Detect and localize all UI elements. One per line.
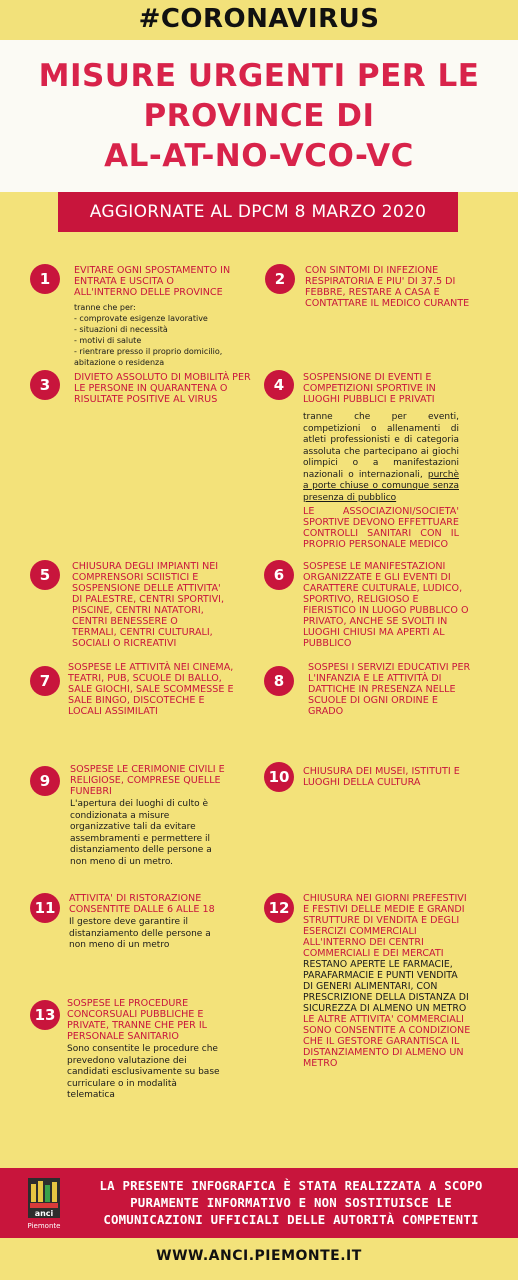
website-link[interactable]: WWW.ANCI.PIEMONTE.IT [156,1248,362,1264]
measure-detail-12: RESTANO APERTE LE FARMACIE, PARAFARMACIE E PUNTI VENDITA DI GENERI ALIMENTARI, CON PRESCRIZIONE DELLA DISTANZA DI SICUREZZA DI ALMENO UN METRO [303,959,469,1014]
measure-detail-1: tranne che per: - comprovate esigenze lavorative - situazioni di necessità - motivi di salute - rientrare presso il proprio domicilio, abitazione o residenza [74,303,223,367]
page-title: MISURE URGENTI PER LE PROVINCE DI AL-AT-NO-VCO-VC [38,58,480,174]
measure-heading-2: CON SINTOMI DI INFEZIONE RESPIRATORIA E PIU' DI 37.5 DI FEBBRE, RESTARE A CASA E CONTATTARE IL MEDICO CURANTE [305,265,470,309]
disclaimer-text: LA PRESENTE INFOGRAFICA È STATA REALIZZATA A SCOPO PURAMENTE INFORMATIVO E NON SOSTITUISCE LE COMUNICAZIONI UFFICIALI DELLE AUTORITÀ COMPETENTI [99,1178,483,1227]
measure-heading-7: SOSPESE LE ATTIVITÀ NEI CINEMA, TEATRI, PUB, SCUOLE DI BALLO, SALE GIOCHI, SALE SCOMMESSE E SALE BINGO, DISCOTECHE E LOCALI ASSIMILATI [68,662,234,717]
number-badge-10: 10 [264,762,294,792]
measure-detail-13: Sono consentite le procedure che prevedono valutazione dei candidati esclusivamente su base curriculare o in modalità telematica [67,1044,220,1100]
measure-heading-6: SOSPESE LE MANIFESTAZIONI ORGANIZZATE E GLI EVENTI DI CARATTERE CULTURALE, LUDICO, SPORTIVO, RELIGIOSO E FIERISTICO IN LUOGO PUBBLICO O PRIVATO, ANCHE SE SVOLTI IN LUOGHI CHIUSI MA APERTI AL PUBBLICO [303,561,469,649]
svg-text:Piemonte: Piemonte [27,1222,61,1230]
number-badge-5: 5 [30,560,60,590]
number-badge-13: 13 [30,1000,60,1030]
measure-detail-4-underlined: purchè a porte chiuse o comunque senza presenza di pubblico [303,469,459,503]
svg-text:anci: anci [34,1209,54,1218]
measure-detail-9: L'apertura dei luoghi di culto è condizionata a misure organizzative tali da evitare assembramenti e permettere il distanziamento delle persone a non meno di un metro. [70,799,212,867]
measure-heading-1: EVITARE OGNI SPOSTAMENTO IN ENTRATA E USCITA O ALL'INTERNO DELLE PROVINCE [74,265,231,298]
measure-heading-13: SOSPESE LE PROCEDURE CONCORSUALI PUBBLICHE E PRIVATE, TRANNE CHE PER IL PERSONALE SANITARIO [67,998,207,1042]
number-badge-12: 12 [264,893,294,923]
number-badge-2: 2 [265,264,295,294]
measure-heading-10: CHIUSURA DEI MUSEI, ISTITUTI E LUOGHI DELLA CULTURA [303,766,460,788]
measure-heading-3: DIVIETO ASSOLUTO DI MOBILITÀ PER LE PERSONE IN QUARANTENA O RISULTATE POSITIVE AL VIRUS [74,372,251,405]
measure-note-12: LE ALTRE ATTIVITA' COMMERCIALI SONO CONSENTITE A CONDIZIONE CHE IL GESTORE GARANTISCA IL DISTANZIAMENTO DI ALMENO UN METRO [303,1014,471,1069]
measure-heading-11: ATTIVITA' DI RISTORAZIONE CONSENTITE DALLE 6 ALLE 18 [69,893,215,915]
number-badge-7: 7 [30,666,60,696]
hashtag-header: #CORONAVIRUS [0,0,518,40]
measure-heading-4: SOSPENSIONE DI EVENTI E COMPETIZIONI SPORTIVE IN LUOGHI PUBBLICI E PRIVATI [303,372,436,405]
anci-piemonte-logo [24,1176,64,1232]
measure-heading-9: SOSPESE LE CERIMONIE CIVILI E RELIGIOSE, COMPRESE QUELLE FUNEBRI [70,764,225,797]
measure-note-4: LE ASSOCIAZIONI/SOCIETA' SPORTIVE DEVONO EFFETTUARE CONTROLLI SANITARI CON IL PROPRIO PERSONALE MEDICO [303,506,459,550]
measure-heading-8: SOSPESI I SERVIZI EDUCATIVI PER L'INFANZIA E LE ATTIVITÀ DI DATTICHE IN PRESENZA NELLE SCUOLE DI OGNI ORDINE E GRADO [308,662,471,717]
number-badge-11: 11 [30,893,60,923]
measure-heading-5: CHIUSURA DEGLI IMPIANTI NEI COMPRENSORI SCIISTICI E SOSPENSIONE DELLE ATTIVITA' DI PALESTRE, CENTRI SPORTIVI, PISCINE, CENTRI NATATORI, CENTRI BENESSERE O TERMALI, CENTRI CULTURALI, SOCIALI O RICREATIVI [72,561,225,649]
number-badge-6: 6 [264,560,294,590]
measure-detail-4-text: tranne che per eventi, competizioni o allenamenti di atleti professionisti e di categoria assoluta che partecipano ai giochi olimpici o a manifestazioni nazionali o internazionali, [303,412,459,480]
number-badge-8: 8 [264,666,294,696]
number-badge-3: 3 [30,370,60,400]
update-banner: AGGIORNATE AL DPCM 8 MARZO 2020 [58,192,458,232]
measure-detail-4 [303,412,459,504]
number-badge-1: 1 [30,264,60,294]
number-badge-9: 9 [30,766,60,796]
number-badge-4: 4 [264,370,294,400]
measure-detail-11: Il gestore deve garantire il distanziamento delle persone a non meno di un metro [69,917,211,950]
measure-heading-12: CHIUSURA NEI GIORNI PREFESTIVI E FESTIVI DELLE MEDIE E GRANDI STRUTTURE DI VENDITA E DEGLI ESERCIZI COMMERCIALI ALL'INTERNO DEI CENTRI COMMERCIALI E DEI MERCATI [303,893,467,959]
